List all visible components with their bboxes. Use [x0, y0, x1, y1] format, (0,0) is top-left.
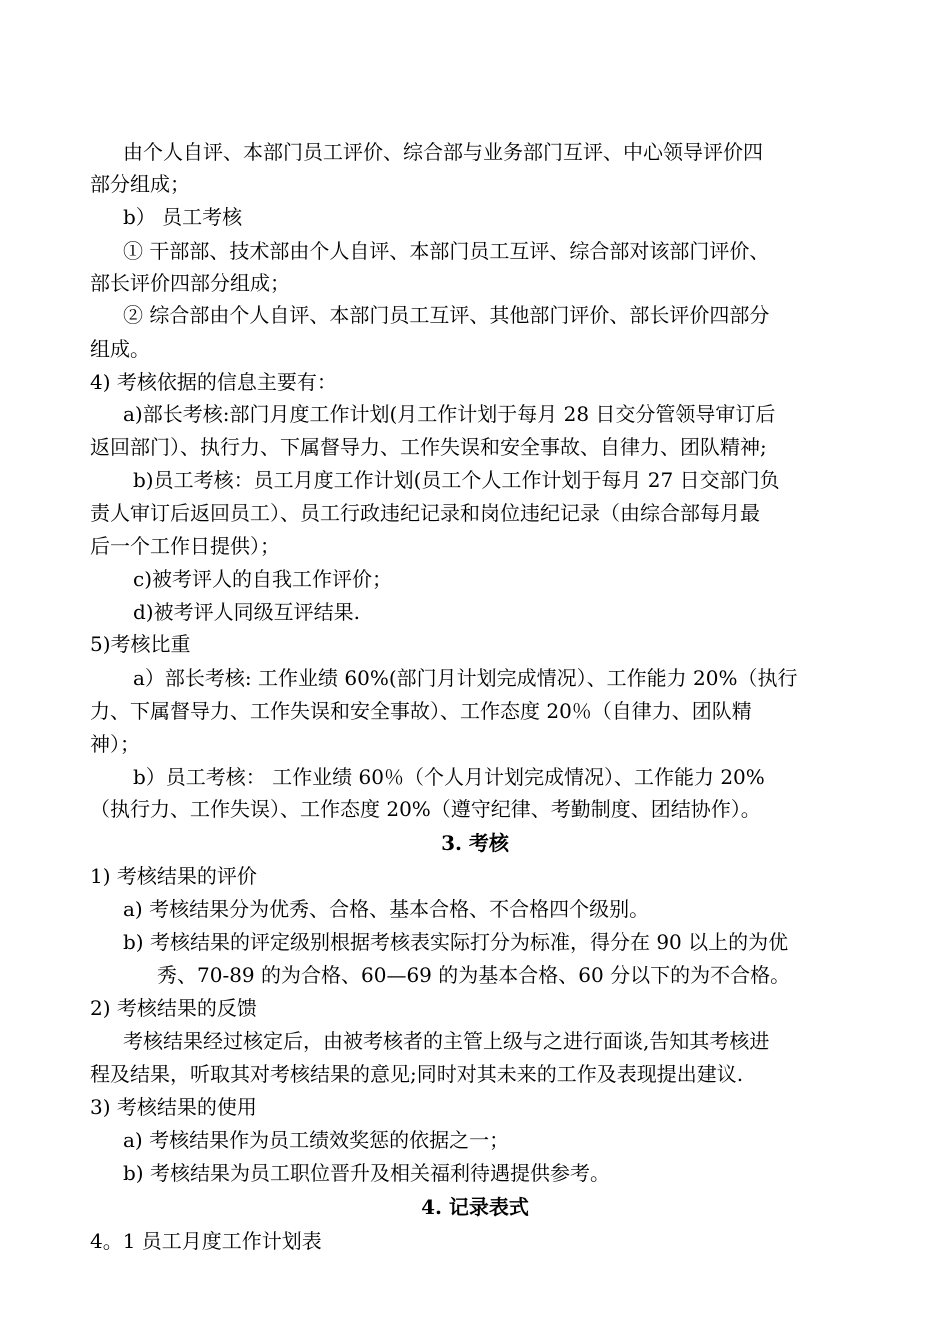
list-item: b) 考核结果的评定级别根据考核表实际打分为标准，得分在 90 以上的为优	[123, 930, 789, 954]
text-line: 组成。	[90, 337, 150, 361]
text-line: 秀、70-89 的为合格、60—69 的为基本合格、60 分以下的为不合格。	[157, 963, 791, 987]
text-line: 责人审订后返回员工）、员工行政违纪记录和岗位违纪记录（由综合部每月最	[90, 501, 760, 525]
list-item: a) 考核结果分为优秀、合格、基本合格、不合格四个级别。	[123, 897, 650, 921]
list-item: b) 考核结果为员工职位晋升及相关福利待遇提供参考。	[123, 1161, 610, 1185]
section-item: 3) 考核结果的使用	[90, 1095, 257, 1119]
list-item: c)被考评人的自我工作评价；	[133, 567, 393, 591]
list-item: ① 干部部、技术部由个人自评、本部门员工互评、综合部对该部门评价、	[123, 239, 770, 263]
text-line: 部分组成；	[90, 172, 190, 196]
text-line: 返回部门）、执行力、下属督导力、工作失误和安全事故、自律力、团队精神;	[90, 435, 767, 459]
section-heading: 4. 记录表式	[421, 1195, 529, 1219]
list-item: a)部长考核:部门月度工作计划(月工作计划于每月 28 日交分管领导审订后	[123, 402, 776, 426]
list-item: ② 综合部由个人自评、本部门员工互评、其他部门评价、部长评价四部分	[123, 303, 770, 327]
section-item: 4) 考核依据的信息主要有：	[90, 370, 337, 394]
text-line: 力、下属督导力、工作失误和安全事故）、工作态度 20％（自律力、团队精	[90, 699, 752, 723]
text-line: 程及结果，听取其对考核结果的意见;同时对其未来的工作及表现提出建议.	[90, 1062, 744, 1086]
text-line: 由个人自评、本部门员工评价、综合部与业务部门互评、中心领导评价四	[123, 140, 763, 164]
list-item: d)被考评人同级互评结果.	[133, 600, 360, 624]
section-heading: 3. 考核	[441, 831, 509, 855]
list-item: a) 考核结果作为员工绩效奖惩的依据之一；	[123, 1128, 510, 1152]
text-line: （执行力、工作失误）、工作态度 20%（遵守纪律、考勤制度、团结协作）。	[90, 797, 761, 821]
section-item: 1) 考核结果的评价	[90, 864, 257, 888]
list-item: a）部长考核: 工作业绩 60%(部门月计划完成情况）、工作能力 20%（执行	[133, 666, 798, 690]
text-line: 部长评价四部分组成；	[90, 271, 290, 295]
section-item: 2) 考核结果的反馈	[90, 996, 257, 1020]
text-line: 后一个工作日提供）；	[90, 534, 280, 558]
list-item: b）员工考核： 工作业绩 60％（个人月计划完成情况）、工作能力 20%	[133, 765, 765, 789]
list-item: b)员工考核：员工月度工作计划(员工个人工作计划于每月 27 日交部门负	[133, 468, 780, 492]
list-item: b） 员工考核	[123, 205, 243, 229]
subsection-title: 4。1 员工月度工作计划表	[90, 1229, 322, 1253]
section-item: 5)考核比重	[90, 632, 191, 656]
text-line: 神）；	[90, 732, 140, 756]
text-line: 考核结果经过核定后，由被考核者的主管上级与之进行面谈,告知其考核进	[123, 1029, 770, 1053]
